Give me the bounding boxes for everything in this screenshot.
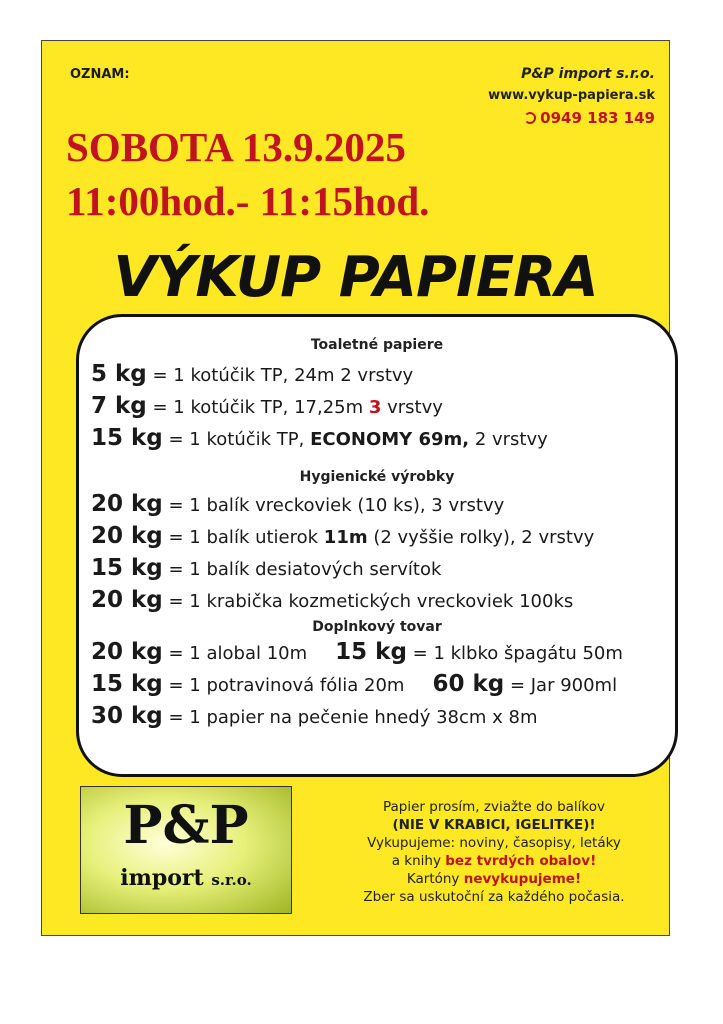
list-item: 5 kg = 1 kotúčik TP, 24m 2 vrstvy [91,361,414,387]
website-link[interactable]: www.vykup-papiera.sk [488,88,655,103]
event-date: SOBOTA 13.9.2025 [66,124,406,170]
list-item: 15 kg = 1 potravinová fólia 20m 60 kg = Jar 900ml [91,671,618,697]
section-extra: Doplnkový tovar [312,619,442,635]
phone-number[interactable]: 0949 183 149 [488,107,655,129]
section-toilet-paper: Toaletné papiere [310,337,444,353]
list-item: 20 kg = 1 alobal 10m 15 kg = 1 klbko špagátu 50m [91,639,623,665]
company-name: P&P import s.r.o. [521,66,655,82]
list-item: 15 kg = 1 balík desiatových servítok [91,555,442,581]
list-item: 30 kg = 1 papier na pečenie hnedý 38cm x 8m [91,703,538,729]
event-time: 11:00hod.- 11:15hod. [66,178,430,224]
list-item: 20 kg = 1 krabička kozmetických vreckoviek 100ks [91,587,574,613]
collection-notice: Papier prosím, zviažte do balíkov (NIE V KRABICI, IGELITKE)! Vykupujeme: noviny, časopisy, letáky a knihy bez tvrdých obalov! Kartóny nevykupujeme! Zber sa uskutoční za každého počasia. [363,799,625,905]
list-item: 20 kg = 1 balík vreckoviek (10 ks), 3 vrstvy [91,491,505,517]
company-logo: P&P import s.r.o. [80,786,292,914]
list-item: 20 kg = 1 balík utierok 11m (2 vyššie rolky), 2 vrstvy [91,523,595,549]
section-hygiene: Hygienické výrobky [299,469,455,485]
poster [41,40,670,936]
price-panel [76,314,678,777]
main-title: VÝKUP PAPIERA [113,245,598,310]
list-item: 15 kg = 1 kotúčik TP, ECONOMY 69m, 2 vrstvy [91,425,548,451]
phone-icon [524,112,536,124]
oznam-label: OZNAM: [70,67,130,82]
company-info [488,63,655,129]
list-item: 7 kg = 1 kotúčik TP, 17,25m 3 vrstvy [91,393,443,419]
